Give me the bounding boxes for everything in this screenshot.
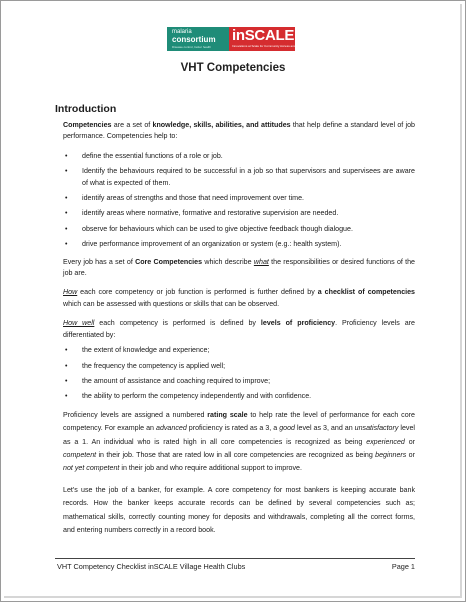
list-item: • the extent of knowledge and experience; (63, 345, 415, 356)
bold-rating-scale: rating scale (207, 410, 248, 419)
paragraph-banker-example: Let's use the job of a banker, for example. A core competency for most bankers is keeping accurate bank records. How the banker keeps accurate records can be defined by several competencies such as; mathematical skills, correctly counting money for deposits and withdrawals, completing all the correct forms, and entering numbers correctly in a record book. (63, 485, 415, 534)
inscale-logo-name: inSCALE (232, 27, 295, 44)
competencies-help-list (63, 151, 415, 251)
bold-checklist: a checklist of competencies (317, 288, 416, 297)
paragraph-how-well (63, 318, 415, 341)
bold-kasa: knowledge, skills, abilities, and attitudes (152, 121, 291, 129)
italic-competent: competent (63, 450, 97, 459)
text-span: or (404, 437, 415, 446)
emphasis-how-well: How well (63, 319, 95, 328)
introduction-heading: Introduction (55, 103, 117, 115)
text-span: proficiency is rated as a 3, a (186, 424, 280, 433)
emphasis-how: How (63, 288, 78, 297)
malaria-logo-tagline: Disease control, better health (172, 45, 212, 49)
text-span: the responsibilities or desired functions of the job are. (63, 257, 416, 278)
list-item: • the ability to perform the competency independently and with confidence. (63, 391, 415, 402)
list-item: • drive performance improvement of an organization or system (e.g.: health system). (63, 239, 415, 250)
introduction-body (63, 120, 415, 545)
malaria-consortium-logo (167, 27, 229, 51)
italic-beginners: beginners (375, 450, 407, 459)
footer-divider (55, 558, 415, 559)
text-span: each competency is performed is defined by (94, 319, 261, 328)
header-logos (167, 27, 316, 51)
italic-experienced: experienced (366, 437, 405, 446)
text-span: are a set of (111, 121, 153, 129)
list-item: • Identify the behaviours required to be successful in a job so that supervisors and supervisees are aware of what is expected of them. (63, 166, 415, 189)
list-item: • define the essential functions of a role or job. (63, 151, 415, 162)
text-span: which can be assessed with questions or skills that can be observed. (63, 299, 280, 308)
inscale-logo (229, 27, 316, 51)
text-span: Proficiency levels are assigned a numbered (63, 410, 208, 419)
paragraph-core-competencies (63, 257, 415, 280)
list-item: • the frequency the competency is applied well; (63, 361, 415, 372)
malaria-logo-line2: consortium (172, 35, 216, 44)
footer-page-number: Page 1 (391, 562, 415, 571)
italic-not-yet-competent: not yet competent (63, 464, 120, 473)
footer-document-name: VHT Competency Checklist inSCALE Village Health Clubs (57, 562, 246, 571)
list-item: • observe for behaviours which can be used to give objective feedback though dialogue. (63, 224, 415, 235)
document-title: VHT Competencies (180, 62, 286, 74)
text-span: or (406, 450, 415, 459)
text-span: which describe (202, 257, 254, 266)
italic-good: good (279, 424, 295, 433)
malaria-logo-line1: malaria (172, 29, 192, 35)
text-span: level as a 1. An individual who is rated high in all core competencies is recognized as being (63, 424, 415, 446)
term-competencies: Competencies (63, 121, 112, 129)
italic-unsatisfactory: unsatisfactory (354, 424, 399, 433)
bold-levels-of-proficiency: levels of proficiency (260, 319, 336, 328)
italic-advanced: advanced (156, 424, 187, 433)
inscale-logo-tagline: Innovations at Scale for Community Access and Lasting Effects (232, 44, 316, 48)
list-item: • the amount of assistance and coaching required to improve; (63, 376, 415, 387)
paragraph-rating-scale (63, 409, 415, 476)
list-item: • identify areas where normative, formative and restorative supervision are needed. (63, 208, 415, 219)
list-item: • identify areas of strengths and those that need improvement over time. (63, 193, 415, 204)
text-span: to help rate the level of performance for each core competency. For example an (63, 410, 415, 433)
text-span: level as 3, and an (294, 424, 355, 433)
proficiency-differentiators-list (63, 345, 415, 403)
paragraph-competencies-definition (63, 120, 415, 143)
paragraph-how (63, 287, 415, 310)
text-span: each core competency or job function is performed is further defined by (77, 288, 318, 297)
text-span: . Proficiency levels are differentiated by: (63, 319, 415, 339)
bold-core-competencies: Core Competencies (135, 257, 203, 266)
emphasis-what: what (253, 257, 269, 266)
text-span: that help define a standard level of job performance. Competencies help to: (63, 121, 415, 141)
text-span: Every job has a set of (63, 257, 136, 266)
text-span: in their job and who require additional support to improve. (119, 464, 302, 473)
text-span: in their job. Those that are rated low in all core competencies are recognized as being (96, 450, 376, 459)
